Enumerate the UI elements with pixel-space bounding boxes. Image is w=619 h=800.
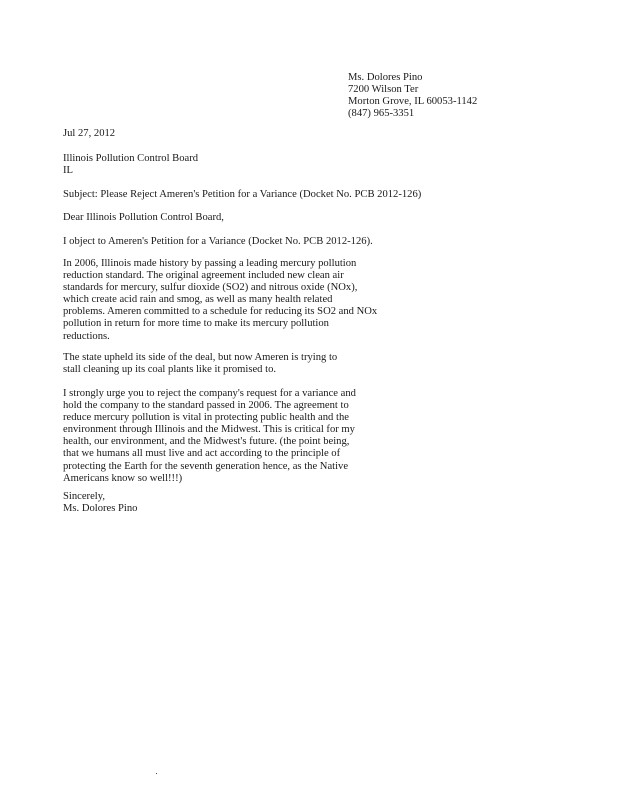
paragraph-line: stall cleaning up its coal plants like it promised to. (63, 364, 277, 376)
recipient-block (63, 153, 198, 177)
paragraph-line: that we humans all must live and act according to the principle of (63, 448, 341, 460)
scan-speck (156, 773, 157, 774)
paragraph-line: problems. Ameren committed to a schedule for reducing its SO2 and NOx (63, 306, 378, 318)
salutation: Dear Illinois Pollution Control Board, (63, 212, 224, 223)
paragraph-request (63, 388, 363, 485)
sender-name: Ms. Dolores Pino (348, 72, 423, 83)
paragraph-line: pollution in return for more time to make its mercury pollution (63, 318, 329, 330)
sender-city: Morton Grove, IL 60053-1142 (348, 96, 478, 108)
sender-street: 7200 Wilson Ter (348, 84, 419, 96)
paragraph-deal (63, 352, 363, 376)
paragraph-line: reduction standard. The original agreement included new clean air (63, 270, 344, 282)
closing-block (63, 491, 137, 515)
subject-line: Subject: Please Reject Ameren's Petition for a Variance (Docket No. PCB 2012-126) (63, 189, 422, 200)
paragraph-line: which create acid rain and smog, as well as many health related (63, 294, 333, 306)
valediction: Sincerely, (63, 491, 105, 502)
paragraph-line: protecting the Earth for the seventh generation hence, as the Native (63, 460, 349, 472)
paragraph-line: I strongly urge you to reject the company's request for a variance and (63, 388, 356, 399)
intro-paragraph: I object to Ameren's Petition for a Variance (Docket No. PCB 2012-126). (63, 236, 373, 247)
paragraph-line: standards for mercury, sulfur dioxide (SO2) and nitrous oxide (NOx), (63, 282, 358, 294)
sender-address (348, 72, 477, 120)
letter-date: Jul 27, 2012 (63, 128, 116, 139)
paragraph-line: reduce mercury pollution is vital in protecting public health and the (63, 412, 349, 424)
paragraph-line: The state upheld its side of the deal, but now Ameren is trying to (63, 352, 338, 363)
paragraph-line: reductions. (63, 330, 110, 342)
recipient-state: IL (63, 165, 73, 177)
recipient-organization: Illinois Pollution Control Board (63, 153, 199, 164)
paragraph-line: hold the company to the standard passed in 2006. The agreement to (63, 400, 349, 412)
paragraph-line: Americans know so well!!!) (63, 472, 183, 484)
signature-name: Ms. Dolores Pino (63, 503, 138, 515)
paragraph-line: environment through Illinois and the Midwest. This is critical for my (63, 424, 355, 436)
paragraph-line: In 2006, Illinois made history by passing a leading mercury pollution (63, 258, 357, 269)
paragraph-history (63, 258, 378, 343)
paragraph-line: health, our environment, and the Midwest's future. (the point being, (63, 436, 350, 448)
sender-phone: (847) 965-3351 (348, 108, 415, 120)
